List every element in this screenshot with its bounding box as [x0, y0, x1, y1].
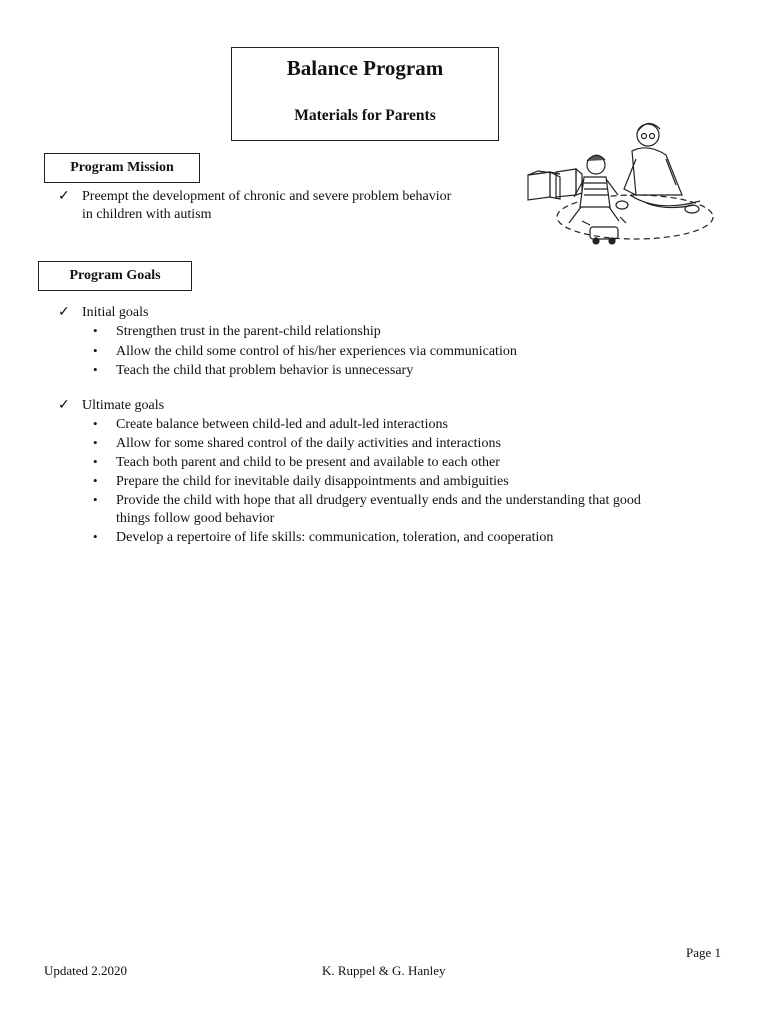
mission-item-line: in children with autism	[82, 207, 212, 222]
bullet-icon: •	[93, 473, 98, 488]
document-subtitle: Materials for Parents	[294, 107, 436, 124]
bullet-icon: •	[93, 435, 98, 450]
updated-date: Updated 2.2020	[44, 963, 128, 978]
goal-item: Strengthen trust in the parent-child relationship	[116, 324, 381, 339]
document-title: Balance Program	[286, 56, 444, 80]
goal-item: Prepare the child for inevitable daily disappointments and ambiguities	[116, 474, 509, 489]
goal-item: Teach both parent and child to be present and available to each other	[116, 455, 500, 470]
goal-group-label: Initial goals	[82, 305, 149, 320]
page-number: Page 1	[686, 945, 722, 960]
mission-item-line: Preempt the development of chronic and severe problem behavior	[82, 189, 452, 204]
bullet-icon: •	[93, 416, 98, 431]
adult-figure	[616, 123, 700, 213]
goal-item: Allow for some shared control of the daily activities and interactions	[116, 436, 501, 451]
goal-item: Allow the child some control of his/her experiences via communication	[116, 344, 517, 359]
goal-group-label: Ultimate goals	[82, 398, 165, 413]
bullet-icon: •	[93, 529, 98, 544]
goal-item: Teach the child that problem behavior is unnecessary	[116, 363, 414, 378]
bullet-icon: •	[93, 343, 98, 358]
bullet-icon: •	[93, 454, 98, 469]
goal-item-continuation: things follow good behavior	[116, 511, 275, 526]
checkmark-icon: ✓	[58, 305, 70, 320]
toy-blocks	[528, 169, 582, 200]
goal-item: Develop a repertoire of life skills: communication, toleration, and cooperation	[116, 530, 554, 545]
goal-item: Provide the child with hope that all drudgery eventually ends and the understanding that good	[116, 493, 641, 508]
parent-child-illustration	[520, 117, 720, 257]
bullet-icon: •	[93, 492, 98, 507]
goal-item: Create balance between child-led and adult-led interactions	[116, 417, 448, 432]
checkmark-icon: ✓	[58, 398, 70, 413]
program-mission-heading: Program Mission	[44, 153, 200, 183]
program-goals-heading: Program Goals	[38, 261, 192, 291]
bullet-icon: •	[93, 362, 98, 377]
bullet-icon: •	[93, 323, 98, 338]
checkmark-icon: ✓	[58, 189, 70, 204]
title-box	[231, 47, 499, 141]
toy-car	[582, 217, 626, 244]
authors: K. Ruppel & G. Hanley	[322, 963, 446, 978]
